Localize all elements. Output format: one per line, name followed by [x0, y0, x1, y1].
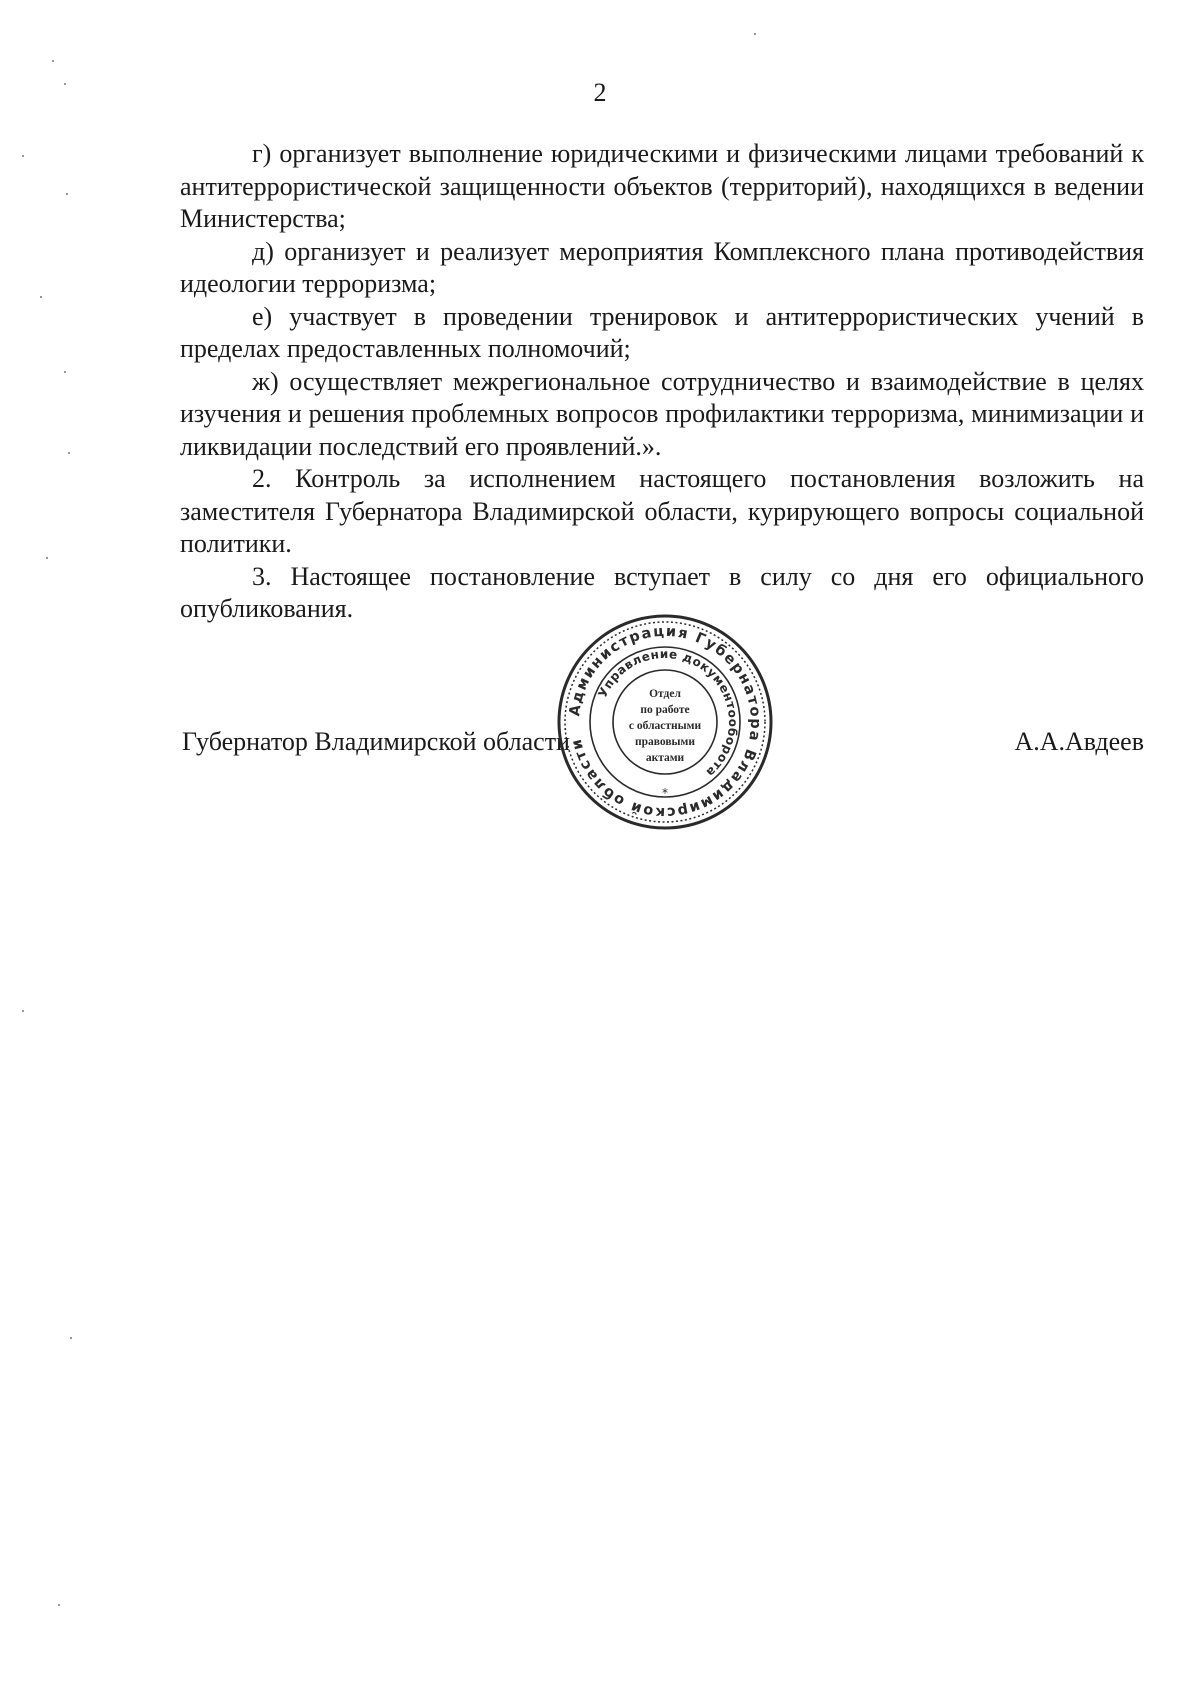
scan-speck	[754, 33, 756, 35]
document-body	[180, 138, 1144, 626]
stamp-star: *	[662, 786, 668, 800]
scan-speck	[68, 452, 70, 454]
stamp-center-text	[629, 688, 702, 764]
signatory-name: А.А.Авдеев	[1014, 727, 1144, 756]
scan-speck	[52, 60, 54, 62]
scan-speck	[70, 1337, 72, 1339]
stamp-center-line: правовыми	[634, 736, 696, 748]
scan-speck	[64, 83, 66, 85]
stamp-inner-text: Управление документооборота	[595, 646, 741, 780]
paragraph-item-2: 2. Контроль за исполнением настоящего постановления возложить на заместителя Губернатора Владимирской области, курирующего вопросы социальной политики.	[180, 464, 1144, 558]
scan-speck	[22, 1010, 24, 1012]
paragraph-d: д) организует и реализует мероприятия Комплексного плана противодействия идеологии терроризма;	[180, 236, 1144, 298]
stamp-center-line: актами	[645, 752, 685, 764]
signatory-title: Губернатор Владимирской области	[182, 727, 570, 756]
stamp-center-line: с областными	[628, 720, 702, 732]
page-number: 2	[593, 78, 607, 107]
scan-speck	[66, 193, 68, 195]
scan-speck	[40, 296, 42, 298]
paragraph-item-3: 3. Настоящее постановление вступает в силу со дня его официального опубликования.	[180, 561, 1144, 623]
scan-speck	[64, 371, 66, 373]
stamp-center-line: Отдел	[649, 688, 681, 700]
scan-speck	[22, 155, 24, 157]
paragraph-g: г) организует выполнение юридическими и физическими лицами требований к антитеррористической защищенности объектов (территорий), находящихся в ведении Министерства;	[180, 139, 1144, 233]
paragraph-zh: ж) осуществляет межрегиональное сотрудничество и взаимодействие в целях изучения и решения проблемных вопросов профилактики терроризма, минимизации и ликвидации последствий его проявлений.».	[180, 366, 1144, 461]
official-seal-stamp	[555, 612, 775, 832]
scan-speck	[46, 557, 48, 559]
stamp-center-line: по работе	[640, 704, 690, 716]
stamp-outer-text: Администрация Губернатора Владимирской области	[567, 623, 764, 821]
scan-speck	[58, 1604, 60, 1606]
paragraph-e: е) участвует в проведении тренировок и антитеррористических учений в пределах предоставленных полномочий;	[180, 301, 1144, 363]
